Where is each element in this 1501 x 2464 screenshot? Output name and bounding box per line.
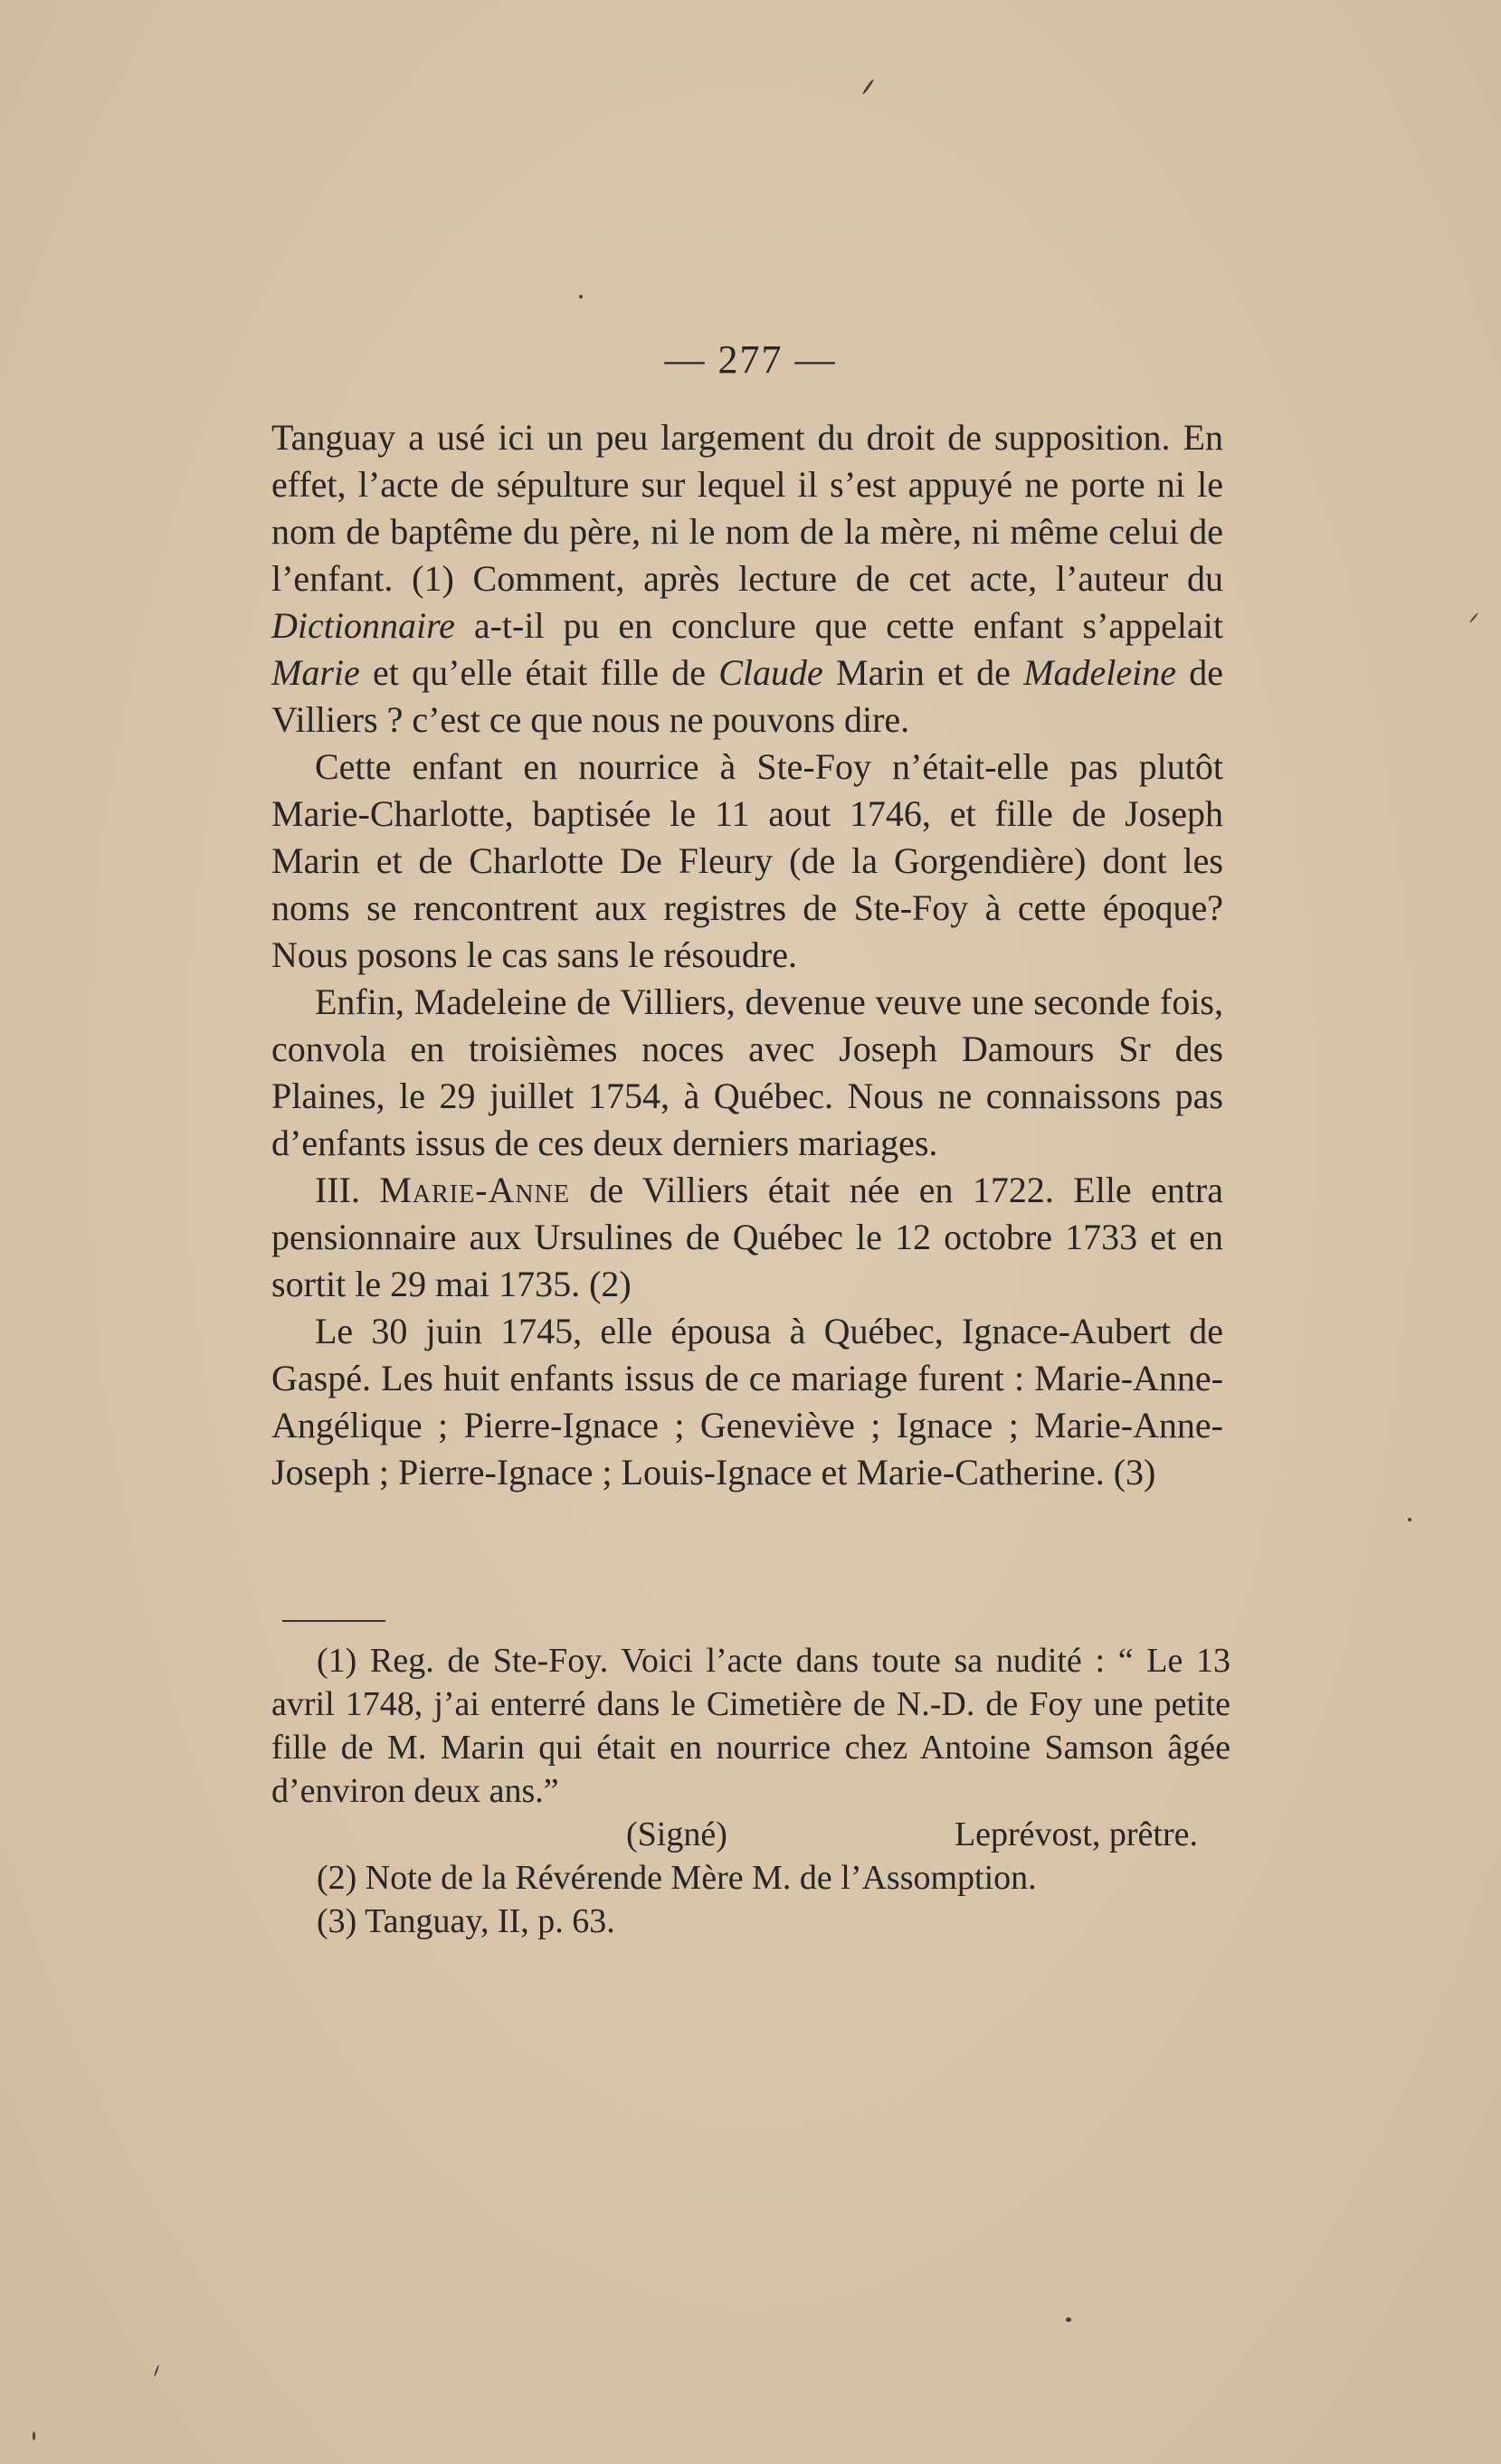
text-run: Tanguay a usé ici un peu largement du droit de supposition. En effet, l’acte de sépulture sur lequel il s’est appuyé ne porte ni le nom de baptême du père, ni le nom de la mère, ni même celui de l’enfant. (1) Comment, après lecture de cet acte, l’auteur du [271, 417, 1223, 599]
paper-speck [1066, 2317, 1071, 2322]
text-run: a-t-il pu en conclure que cette enfant s’appelait [454, 605, 1223, 646]
priest-name: Leprévost, prêtre. [954, 1815, 1198, 1853]
paper-speck [862, 79, 875, 95]
paper-speck [154, 2364, 160, 2377]
signed-label: (Signé) [626, 1815, 727, 1853]
italic-madeleine: Madeleine [1023, 652, 1176, 693]
paragraph-3: Enfin, Madeleine de Villiers, devenue veuve une seconde fois, convola en troisièmes noces avec Joseph Damours Sr des Plaines, le 29 juillet 1754, à Québec. Nous ne connaissons pas d’enfants issus de ces deux derniers mariages. [271, 981, 1223, 1163]
paper-speck [33, 2431, 35, 2440]
footnote-3: (3) Tanguay, II, p. 63. [317, 1902, 615, 1940]
paper-speck [1408, 1518, 1411, 1521]
italic-marie: Marie [271, 652, 360, 693]
italic-claude: Claude [718, 652, 823, 693]
footnotes [271, 1639, 1230, 1943]
footnote-1-signature [271, 1813, 1230, 1856]
section-name: Marie-Anne [379, 1170, 570, 1210]
text-run: Marin et de [822, 652, 1024, 693]
footnote-rule [282, 1620, 385, 1622]
paper-speck [1469, 612, 1479, 623]
paragraph-1 [271, 414, 1223, 744]
text-run: et qu’elle était fille de [359, 652, 719, 693]
paragraph-5: Le 30 juin 1745, elle épousa à Québec, Ignace-Aubert de Gaspé. Les huit enfants issus de ce mariage furent : Marie-Anne-Angélique ; Pierre-Ignace ; Geneviève ; Ignace ; Marie-Anne-Joseph ; Pierre-Ignace ; Louis-Ignace et Marie-Catherine. (3) [271, 1311, 1223, 1493]
italic-dictionnaire: Dictionnaire [271, 605, 455, 646]
footnote-2: (2) Note de la Révérende Mère M. de l’Assomption. [317, 1859, 1037, 1897]
text-run: de Villiers ? c’est ce que nous ne pouvons dire. [271, 652, 1224, 740]
section-numeral: III. [315, 1170, 380, 1210]
footnote-1: (1) Reg. de Ste-Foy. Voici l’acte dans toute sa nudité : “ Le 13 avril 1748, j’ai enterré dans le Cimetière de N.-D. de Foy une petite fille de M. Marin qui était en nourrice chez Antoine Samson âgée d’environ deux ans.” [271, 1642, 1230, 1810]
paragraph-4 [271, 1167, 1223, 1308]
paragraph-2: Cette enfant en nourrice à Ste-Foy n’était-elle pas plutôt Marie-Charlotte, baptisée le 11 aout 1746, et fille de Joseph Marin et de Charlotte De Fleury (de la Gorgendière) dont les noms se rencontrent aux registres de Ste-Foy à cette époque? Nous posons le cas sans le résoudre. [271, 746, 1223, 975]
text-run: de Villiers était née en 1722. Elle entra pensionnaire aux Ursulines de Québec le 12 octobre 1733 et en sortit le 29 mai 1735. (2) [271, 1170, 1223, 1304]
page-number: — 277 — [664, 337, 837, 382]
paper-speck [579, 295, 583, 299]
main-text [271, 414, 1223, 1496]
